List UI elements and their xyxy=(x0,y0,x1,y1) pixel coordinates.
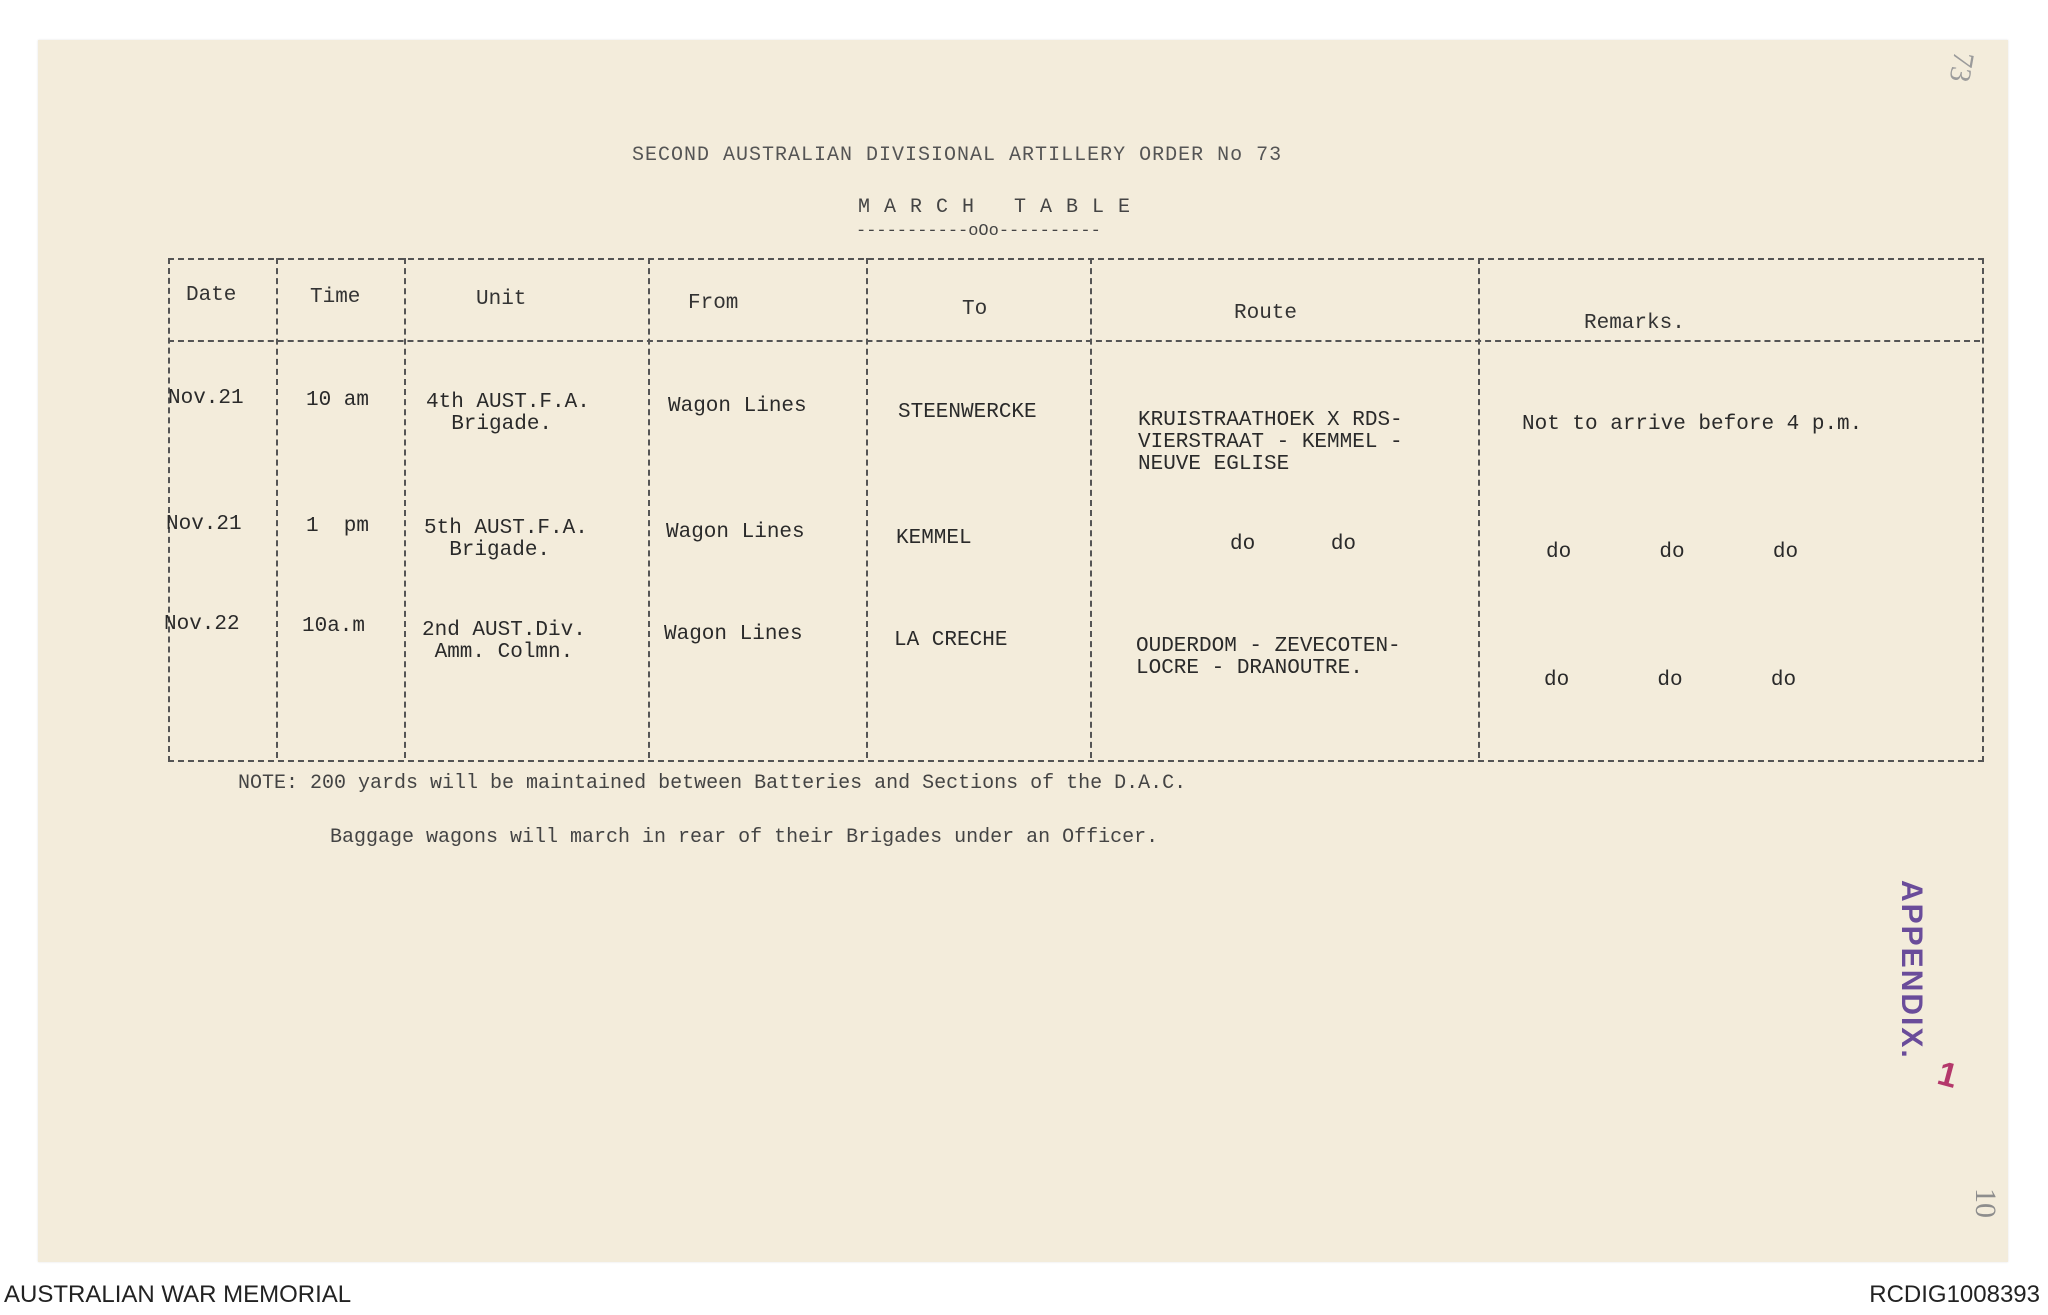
header-date: Date xyxy=(186,284,237,307)
header-from: From xyxy=(688,292,739,315)
appendix-stamp: APPENDIX. xyxy=(1895,880,1928,1060)
row3-route: OUDERDOM - ZEVECOTEN- LOCRE - DRANOUTRE. xyxy=(1136,635,1401,680)
header-divider xyxy=(168,340,1980,342)
row2-route: do do xyxy=(1230,533,1357,556)
note-line-1: NOTE: 200 yards will be maintained between Batteries and Sections of the D.A.C. xyxy=(238,772,1187,795)
row1-unit: 4th AUST.F.A. Brigade. xyxy=(426,391,590,436)
row2-from: Wagon Lines xyxy=(666,521,805,544)
footer-identifier: RCDIG1008393 xyxy=(1869,1281,2040,1308)
column-divider xyxy=(1090,258,1092,758)
footer-source: AUSTRALIAN WAR MEMORIAL xyxy=(4,1281,352,1308)
row1-time: 10 am xyxy=(306,389,370,412)
row3-to: LA CRECHE xyxy=(894,629,1008,652)
row1-date: Nov.21 xyxy=(168,387,244,410)
row2-unit: 5th AUST.F.A. Brigade. xyxy=(424,517,588,562)
row3-unit: 2nd AUST.Div. Amm. Colmn. xyxy=(422,619,586,664)
column-divider xyxy=(404,258,406,758)
header-time: Time xyxy=(310,286,361,309)
column-divider xyxy=(648,258,650,758)
document-subtitle: MARCH TABLE xyxy=(858,196,1145,219)
row2-date: Nov.21 xyxy=(166,513,242,536)
row2-to: KEMMEL xyxy=(896,527,972,550)
header-remarks: Remarks. xyxy=(1584,312,1685,335)
subtitle-rule: -----------oOo---------- xyxy=(856,222,1101,241)
corner-number: 73 xyxy=(1942,49,1981,85)
row3-remarks: do do do xyxy=(1544,669,1797,692)
document-title: SECOND AUSTRALIAN DIVISIONAL ARTILLERY ORDER No 73 xyxy=(632,144,1283,167)
row3-date: Nov.22 xyxy=(164,613,240,636)
row3-from: Wagon Lines xyxy=(664,623,803,646)
header-unit: Unit xyxy=(476,288,527,311)
column-divider xyxy=(1478,258,1480,758)
row1-to: STEENWERCKE xyxy=(898,401,1037,424)
header-route: Route xyxy=(1234,302,1298,325)
column-divider xyxy=(276,258,278,758)
note-line-2: Baggage wagons will march in rear of their Brigades under an Officer. xyxy=(330,826,1159,849)
row1-from: Wagon Lines xyxy=(668,395,807,418)
row1-remarks: Not to arrive before 4 p.m. xyxy=(1522,413,1863,436)
column-divider xyxy=(866,258,868,758)
page-number: 10 xyxy=(1969,1188,2002,1218)
header-to: To xyxy=(962,298,988,321)
appendix-number: 1 xyxy=(1933,1054,1962,1096)
row3-time: 10a.m xyxy=(302,615,366,638)
row2-time: 1 pm xyxy=(306,515,370,538)
row2-remarks: do do do xyxy=(1546,541,1799,564)
row1-route: KRUISTRAATHOEK X RDS- VIERSTRAAT - KEMMEL - NEUVE EGLISE xyxy=(1138,409,1403,476)
